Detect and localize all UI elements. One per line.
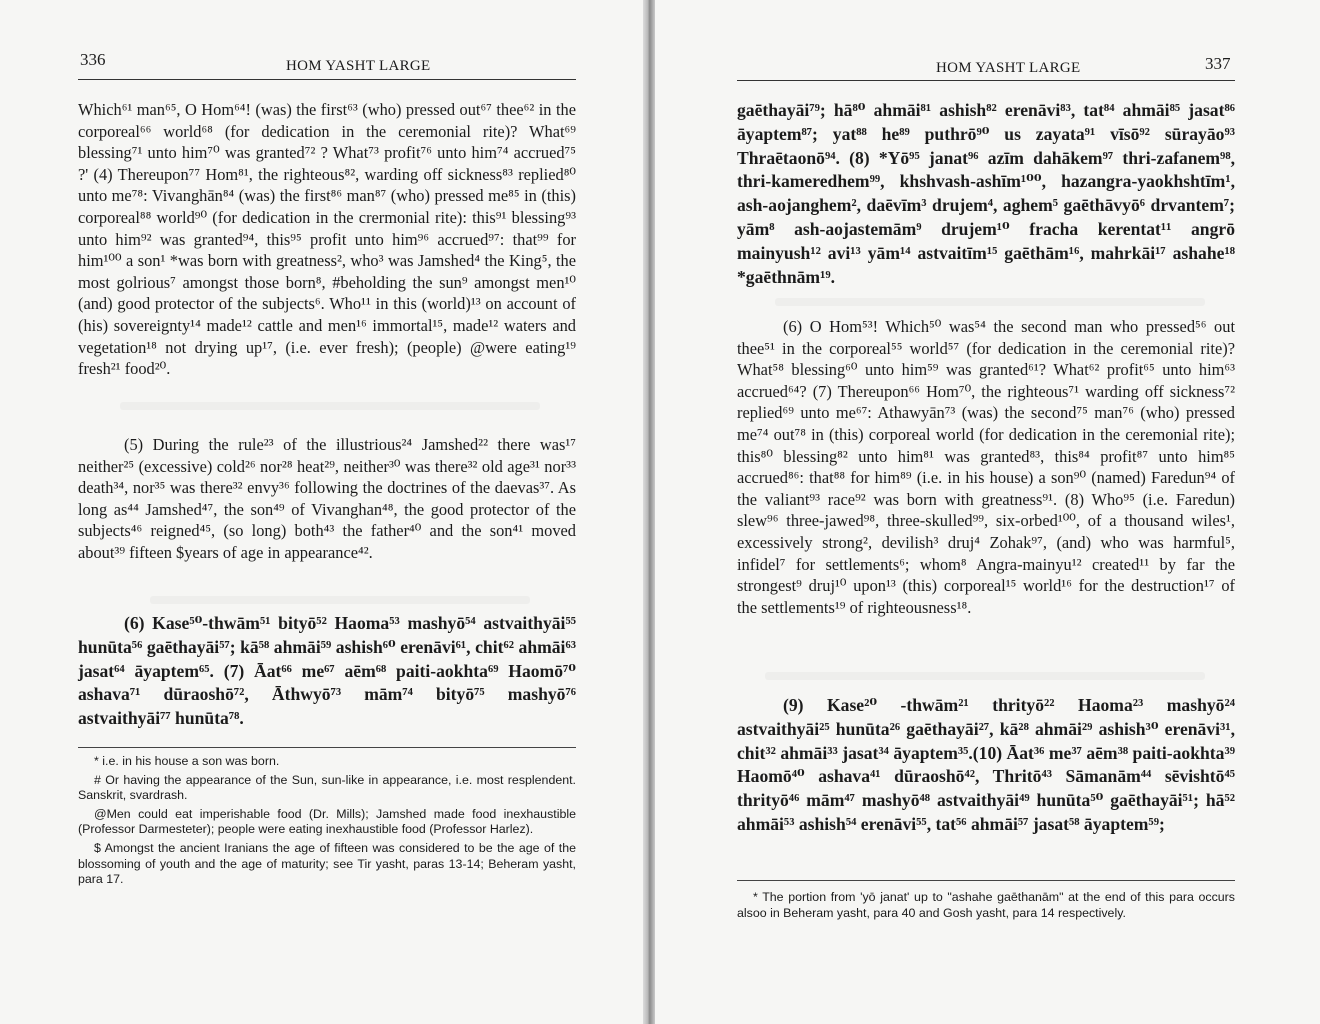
avestan-verse: [737, 99, 1235, 289]
book-gutter: [643, 0, 655, 1024]
page-number: 336: [80, 50, 106, 69]
footnotes: [78, 754, 576, 891]
header-rule: [737, 80, 1235, 81]
verse-text: gaēthayāi⁷⁹; hā⁸⁰ ahmāi⁸¹ ashish⁸² erenāvi⁸³, tat⁸⁴ ahmāi⁸⁵ jasat⁸⁶ āyaptem⁸⁷; yat⁸⁸ he⁸⁹ puthrō⁹⁰ us zayata⁹¹ vīsō⁹² sūrayāo⁹³ Thraētaonō⁹⁴. (8) *Yō⁹⁵ janat⁹⁶ azīm dahākem⁹⁷ thri-zafanem⁹⁸, thri-kameredhem⁹⁹, khshvash-ashīm¹⁰⁰, hazangra-yaokhshtīm¹, ash-aojanghem², daēvīm³ drujem⁴, aghem⁵ gaēthāvyō⁶ drvantem⁷; yām⁸ ash-aojastemām⁹ drujem¹⁰ fracha kerentat¹¹ angrō mainyush¹² avi¹³ yām¹⁴ astvaitīm¹⁵ gaēthām¹⁶, mahrkāi¹⁷ ashahe¹⁸ *gaēthnām¹⁹.: [737, 100, 1235, 287]
footnote: * i.e. in his house a son was born.: [94, 754, 280, 768]
body-paragraph: [737, 316, 1235, 618]
bleed-through: [120, 402, 540, 410]
avestan-verse: [78, 612, 576, 731]
footnote: # Or having the appearance of the Sun, sun-like in appearance, i.e. most resplendent. Sanskrit, svardrash.: [78, 772, 576, 803]
running-head: HOM YASHT LARGE: [286, 58, 431, 74]
footnote-rule: [737, 880, 1235, 881]
running-head: HOM YASHT LARGE: [936, 60, 1081, 76]
body-paragraph: [78, 99, 576, 380]
footnote: $ Amongst the ancient Iranians the age of fifteen was considered to be the age of the blossoming of youth and the age of maturity; see Tir yasht, paras 13-14; Beheram yasht, para 17.: [78, 840, 576, 887]
body-paragraph: [78, 434, 576, 564]
paragraph-text: (6) O Hom⁵³! Which⁵⁰ was⁵⁴ the second man who pressed⁵⁶ out thee⁵¹ in the corporeal⁵⁵ world⁵⁷ (for dedication in the ceremonial rite)? What⁵⁸ blessing⁶⁰ unto him⁵⁹ was granted⁶¹? What⁶² profit⁶⁵ unto him⁶³ accrued⁶⁴? (7) Thereupon⁶⁶ Hom⁷⁰, the righteous⁷¹ warding off sickness⁷² replied⁶⁹ unto me⁶⁷: Athawyān⁷³ (was) the second⁷⁵ man⁷⁶ (who) pressed me⁷⁴ out⁷⁸ in (this) corporeal world (for dedication in the ceremonial rite); this⁸⁰ blessing⁸² unto him⁸¹ was granted⁸³, this⁸⁴ profit⁸⁷ unto him⁸⁵ accrued⁸⁶: that⁸⁸ for him⁸⁹ (i.e. in his house) a son⁹⁰ (named) Faredun⁹⁴ of the valiant⁹³ race⁹² was born with greatness⁹¹. (8) Who⁹⁵ (i.e. Faredun) slew⁹⁶ three-jawed⁹⁸, three-skulled⁹⁹, six-orbed¹⁰⁰, of a thousand wiles¹, excessively strong², devilish³ druj⁴ Zohak⁹⁷, (and) who was harmful⁵, infidel⁷ for settlements⁶; whom⁸ Angra-mainyu¹² created¹¹ by far the strongest⁹ druj¹⁰ upon¹³ (this) corporeal¹⁵ world¹⁶ for the destruction¹⁷ of the settlements¹⁹ of righteousness¹⁸.: [737, 317, 1235, 617]
paragraph-text: (5) During the rule²³ of the illustrious²⁴ Jamshed²² there was¹⁷ neither²⁵ (excessive) cold²⁶ nor²⁸ heat²⁹, neither³⁰ was there³² old age³¹ nor³³ death³⁴, nor³⁵ was there³² envy³⁶ following the doctrines of the daevas³⁷. As long as⁴⁴ Jamshed⁴⁷, the son⁴⁹ of Vivanghan⁴⁸, the good protector of the subjects⁴⁶ reigned⁴⁵, (so long) both⁴³ the father⁴⁰ and the son⁴¹ moved about³⁹ fifteen $years of age in appearance⁴².: [78, 435, 576, 562]
page-number: 337: [1205, 54, 1231, 73]
verse-text: (9) Kase²⁰ -thwām²¹ thrityō²² Haoma²³ mashyō²⁴ astvaithyāi²⁵ hunūta²⁶ gaēthayāi²⁷, kā²⁸ ahmāi²⁹ ashish³⁰ erenāvi³¹, chit³² ahmāi³³ jasat³⁴ āyaptem³⁵.(10) Āat³⁶ me³⁷ aēm³⁸ paiti-aokhta³⁹ Haomō⁴⁰ ashava⁴¹ dūraoshō⁴², Thritō⁴³ Sāmanām⁴⁴ sēvishtō⁴⁵ thrityō⁴⁶ mām⁴⁷ mashyō⁴⁸ astvaithyāi⁴⁹ hunūta⁵⁰ gaēthayāi⁵¹; hā⁵² ahmāi⁵³ ashish⁵⁴ erenāvi⁵⁵, tat⁵⁶ ahmāi⁵⁷ jasat⁵⁸ āyaptem⁵⁹;: [737, 695, 1235, 834]
footnote-rule: [78, 747, 576, 748]
right-page: [655, 0, 1320, 1024]
footnote: * The portion from 'yō janat' up to "ashahe gaēthanām" at the end of this para occurs alsoo in Beheram yasht, para 40 and Gosh yasht, para 14 respectively.: [737, 890, 1235, 920]
left-page: [0, 0, 643, 1024]
bleed-through: [150, 596, 530, 604]
footnotes: [737, 890, 1235, 924]
bleed-through: [775, 298, 1205, 306]
verse-text: (6) Kase⁵⁰-thwām⁵¹ bityō⁵² Haoma⁵³ mashyō⁵⁴ astvaithyāi⁵⁵ hunūta⁵⁶ gaēthayāi⁵⁷; kā⁵⁸ ahmāi⁵⁹ ashish⁶⁰ erenāvi⁶¹, chit⁶² ahmāi⁶³ jasat⁶⁴ āyaptem⁶⁵. (7) Āat⁶⁶ me⁶⁷ aēm⁶⁸ paiti-aokhta⁶⁹ Haomō⁷⁰ ashava⁷¹ dūraoshō⁷², Āthwyō⁷³ mām⁷⁴ bityō⁷⁵ mashyō⁷⁶ astvaithyāi⁷⁷ hunūta⁷⁸.: [78, 613, 576, 729]
avestan-verse: [737, 694, 1235, 837]
paragraph-text: Which⁶¹ man⁶⁵, O Hom⁶⁴! (was) the first⁶³ (who) pressed out⁶⁷ thee⁶² in the corporeal⁶⁶ world⁶⁸ (for dedication in the ceremonial rite)? What⁶⁹ blessing⁷¹ unto him⁷⁰ was granted⁷² ? What⁷³ profit⁷⁶ unto him⁷⁴ accrued⁷⁵ ?' (4) Thereupon⁷⁷ Hom⁸¹, the righteous⁸², warding off sickness⁸³ replied⁸⁰ unto me⁷⁸: Vivanghān⁸⁴ (was) the first⁸⁶ man⁸⁷ (who) pressed me⁸⁵ in (this) corporeal⁸⁸ world⁹⁰ (for dedication in the crermonial rite): this⁹¹ blessing⁹³ unto him⁹² was granted⁹⁴, this⁹⁵ profit unto him⁹⁶ accrued⁹⁷: that⁹⁹ for him¹⁰⁰ a son¹ *was born with greatness², who³ was Jamshed⁴ the King⁵, the most golrious⁷ amongst those born⁸, #beholding the sun⁹ amongst men¹⁰ (and) good protector of the subjects⁶. Who¹¹ in this (world)¹³ on account of (his) sovereignty¹⁴ made¹² cattle and men¹⁶ immortal¹⁵, made¹² waters and vegetation¹⁸ not drying up¹⁷, (i.e. ever fresh); (people) @were eating¹⁹ fresh²¹ food²⁰.: [78, 100, 576, 379]
header-rule: [78, 79, 576, 80]
bleed-through: [765, 672, 1205, 680]
footnote: @Men could eat imperishable food (Dr. Mills); Jamshed made food inexhaustible (Professor Darmesteter); people were eating inexhaustible food (Professor Harlez).: [78, 806, 576, 837]
